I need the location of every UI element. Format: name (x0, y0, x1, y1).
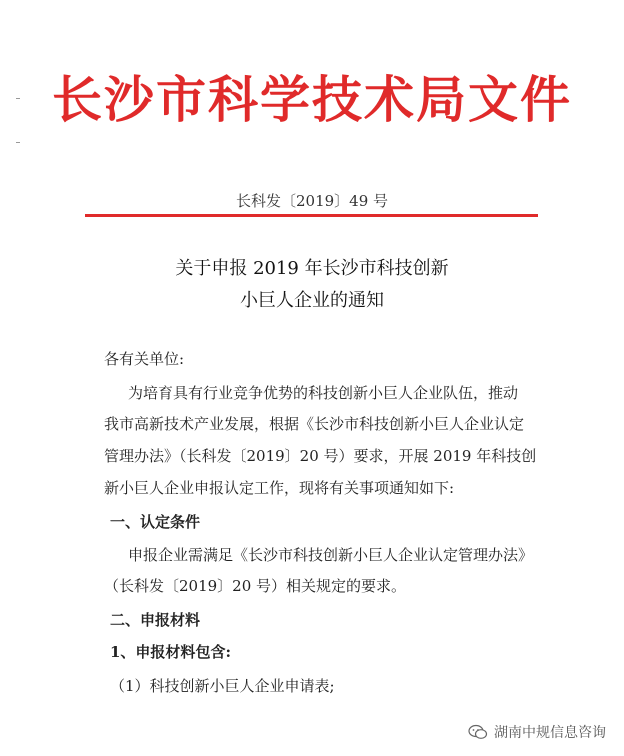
body-line: 管理办法》（长科发〔2019〕20 号）要求，开展 2019 年科技创 (104, 447, 537, 465)
body-line: （长科发〔2019〕20 号）相关规定的要求。 (104, 577, 407, 595)
red-divider (85, 214, 538, 217)
document-number: 长科发〔2019〕49 号 (235, 192, 389, 210)
margin-mark (16, 142, 20, 143)
subsection-heading: 1、申报材料包含: (110, 643, 231, 661)
section-heading-conditions: 一、认定条件 (110, 513, 201, 531)
watermark-text: 湖南中规信息咨询 (494, 725, 606, 741)
notice-title-line1: 关于申报 2019 年长沙市科技创新 (175, 258, 449, 279)
body-line: 为培育具有行业竞争优势的科技创新小巨人企业队伍，推动 (128, 384, 519, 402)
body-line: 我市高新技术产业发展，根据《长沙市科技创新小巨人企业认定 (104, 415, 525, 433)
document-header-title: 长沙市科学技术局文件 (52, 70, 572, 129)
list-item: （1）科技创新小巨人企业申请表; (110, 677, 335, 695)
section-heading-materials: 二、申报材料 (110, 611, 201, 629)
body-line: 申报企业需满足《长沙市科技创新小巨人企业认定管理办法》 (128, 546, 534, 564)
body-line: 新小巨人企业申报认定工作，现将有关事项通知如下: (104, 479, 455, 497)
notice-title-line2: 小巨人企业的通知 (240, 290, 384, 311)
salutation: 各有关单位: (104, 350, 185, 368)
watermark (468, 722, 606, 742)
wechat-icon (468, 724, 488, 740)
